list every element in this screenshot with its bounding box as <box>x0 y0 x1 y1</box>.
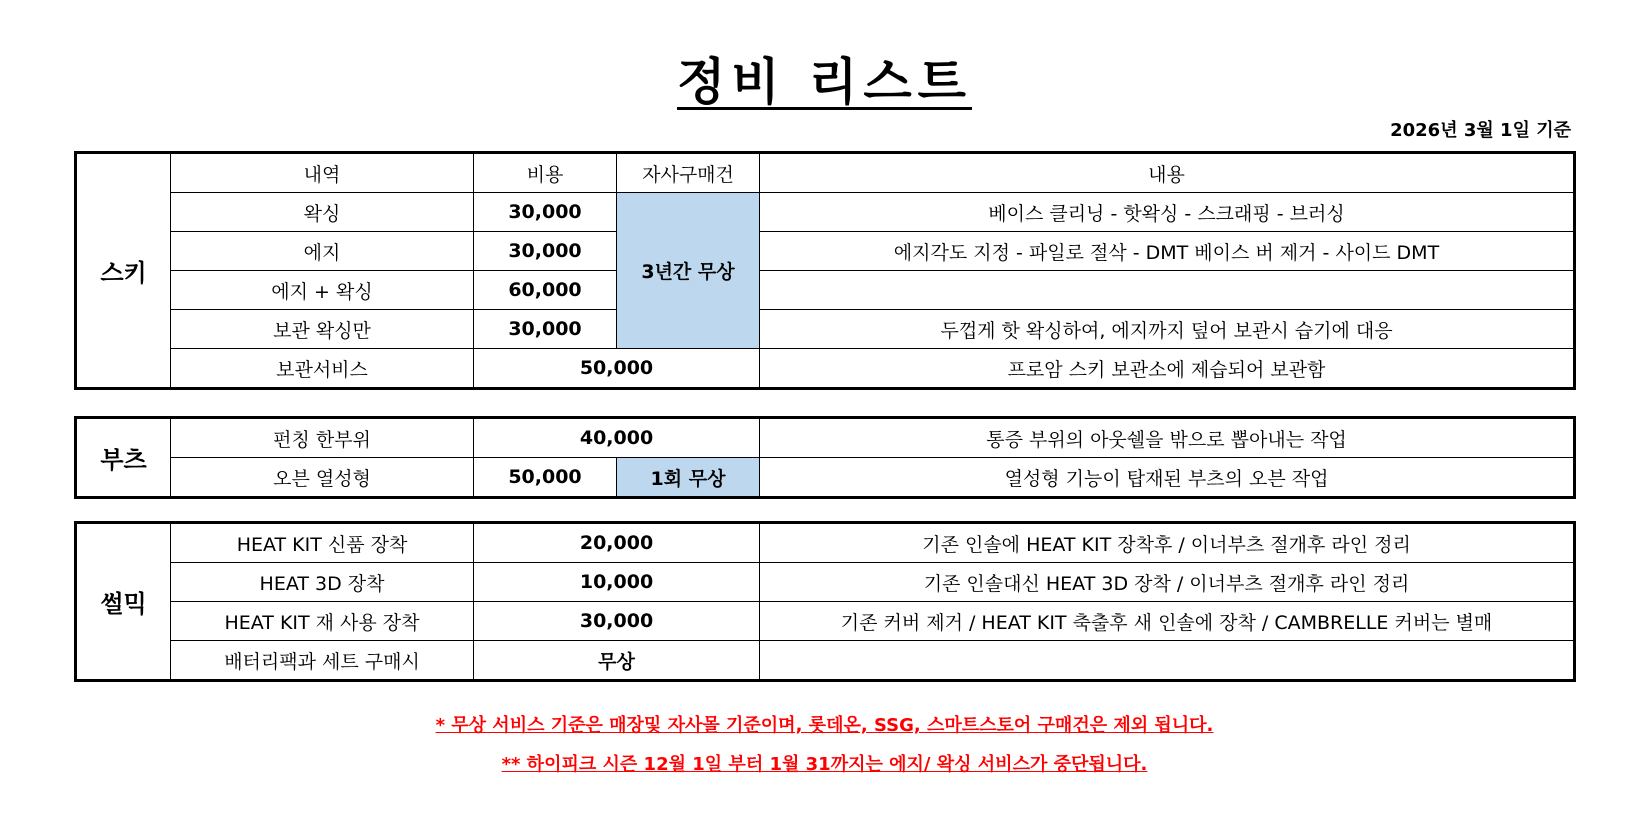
row-desc: 기존 인솔대신 HEAT 3D 장착 / 이너부츠 절개후 라인 정리 <box>760 563 1574 602</box>
row-item: HEAT KIT 신품 장착 <box>171 524 474 563</box>
note-high-season: ** 하이피크 시즌 12월 1일 부터 1월 31까지는 에지/ 왁싱 서비스가 중단됩니다. <box>501 754 1148 775</box>
table-row <box>77 419 1574 458</box>
row-item: 보관 왁싱만 <box>171 310 474 349</box>
header-own: 자사구매건 <box>617 154 760 193</box>
row-cost: 30,000 <box>474 310 617 349</box>
row-desc: 두껍게 핫 왁싱하여, 에지까지 덮어 보관시 습기에 대응 <box>760 310 1574 349</box>
row-cost: 50,000 <box>474 458 617 497</box>
row-cost: 50,000 <box>474 349 760 388</box>
category-ski: 스키 <box>77 154 171 388</box>
row-item: 오븐 열성형 <box>171 458 474 497</box>
boots-table <box>76 418 1574 497</box>
row-item: 보관서비스 <box>171 349 474 388</box>
table-row <box>77 602 1574 641</box>
row-cost: 30,000 <box>474 193 617 232</box>
table-row <box>77 349 1574 388</box>
row-cost: 60,000 <box>474 271 617 310</box>
header-item: 내역 <box>171 154 474 193</box>
row-desc: 기존 커버 제거 / HEAT KIT 축출후 새 인솔에 장착 / CAMBRELLE 커버는 별매 <box>760 602 1574 641</box>
row-cost: 무상 <box>474 641 760 680</box>
header-cost: 비용 <box>474 154 617 193</box>
row-desc: 열성형 기능이 탑재된 부츠의 오븐 작업 <box>760 458 1574 497</box>
header-desc: 내용 <box>760 154 1574 193</box>
page-title: 정비 리스트 <box>677 53 972 111</box>
table-row <box>77 524 1574 563</box>
row-cost: 40,000 <box>474 419 760 458</box>
row-cost: 30,000 <box>474 602 760 641</box>
table-row <box>77 232 1574 271</box>
row-item: 에지 <box>171 232 474 271</box>
row-cost: 20,000 <box>474 524 760 563</box>
row-desc <box>760 271 1574 310</box>
row-desc: 통증 부위의 아웃쉘을 밖으로 뽑아내는 작업 <box>760 419 1574 458</box>
table-header-row <box>77 154 1574 193</box>
own-purchase-free: 3년간 무상 <box>617 193 760 349</box>
row-desc: 기존 인솔에 HEAT KIT 장착후 / 이너부츠 절개후 라인 정리 <box>760 524 1574 563</box>
table-row <box>77 193 1574 232</box>
row-item: 배터리팩과 세트 구매시 <box>171 641 474 680</box>
own-purchase-free: 1회 무상 <box>617 458 760 497</box>
row-cost: 30,000 <box>474 232 617 271</box>
note-free-service: * 무상 서비스 기준은 매장및 자사몰 기준이며, 롯데온, SSG, 스마트스토어 구매건은 제외 됩니다. <box>435 715 1214 736</box>
row-desc: 에지각도 지정 - 파일로 절삭 - DMT 베이스 버 제거 - 사이드 DMT <box>760 232 1574 271</box>
table-row <box>77 310 1574 349</box>
row-item: HEAT KIT 재 사용 장착 <box>171 602 474 641</box>
category-thermic: 썰믹 <box>77 524 171 680</box>
table-row <box>77 563 1574 602</box>
ski-table <box>76 153 1574 388</box>
table-row <box>77 458 1574 497</box>
row-item: 펀칭 한부위 <box>171 419 474 458</box>
table-row <box>77 641 1574 680</box>
table-row <box>77 271 1574 310</box>
row-desc: 프로암 스키 보관소에 제습되어 보관함 <box>760 349 1574 388</box>
row-desc <box>760 641 1574 680</box>
thermic-table <box>76 523 1574 680</box>
row-item: 에지 + 왁싱 <box>171 271 474 310</box>
row-item: HEAT 3D 장착 <box>171 563 474 602</box>
row-item: 왁싱 <box>171 193 474 232</box>
row-desc: 베이스 클리닝 - 핫왁싱 - 스크래핑 - 브러싱 <box>760 193 1574 232</box>
row-cost: 10,000 <box>474 563 760 602</box>
effective-date: 2026년 3월 1일 기준 <box>1390 120 1571 141</box>
category-boots: 부츠 <box>77 419 171 497</box>
